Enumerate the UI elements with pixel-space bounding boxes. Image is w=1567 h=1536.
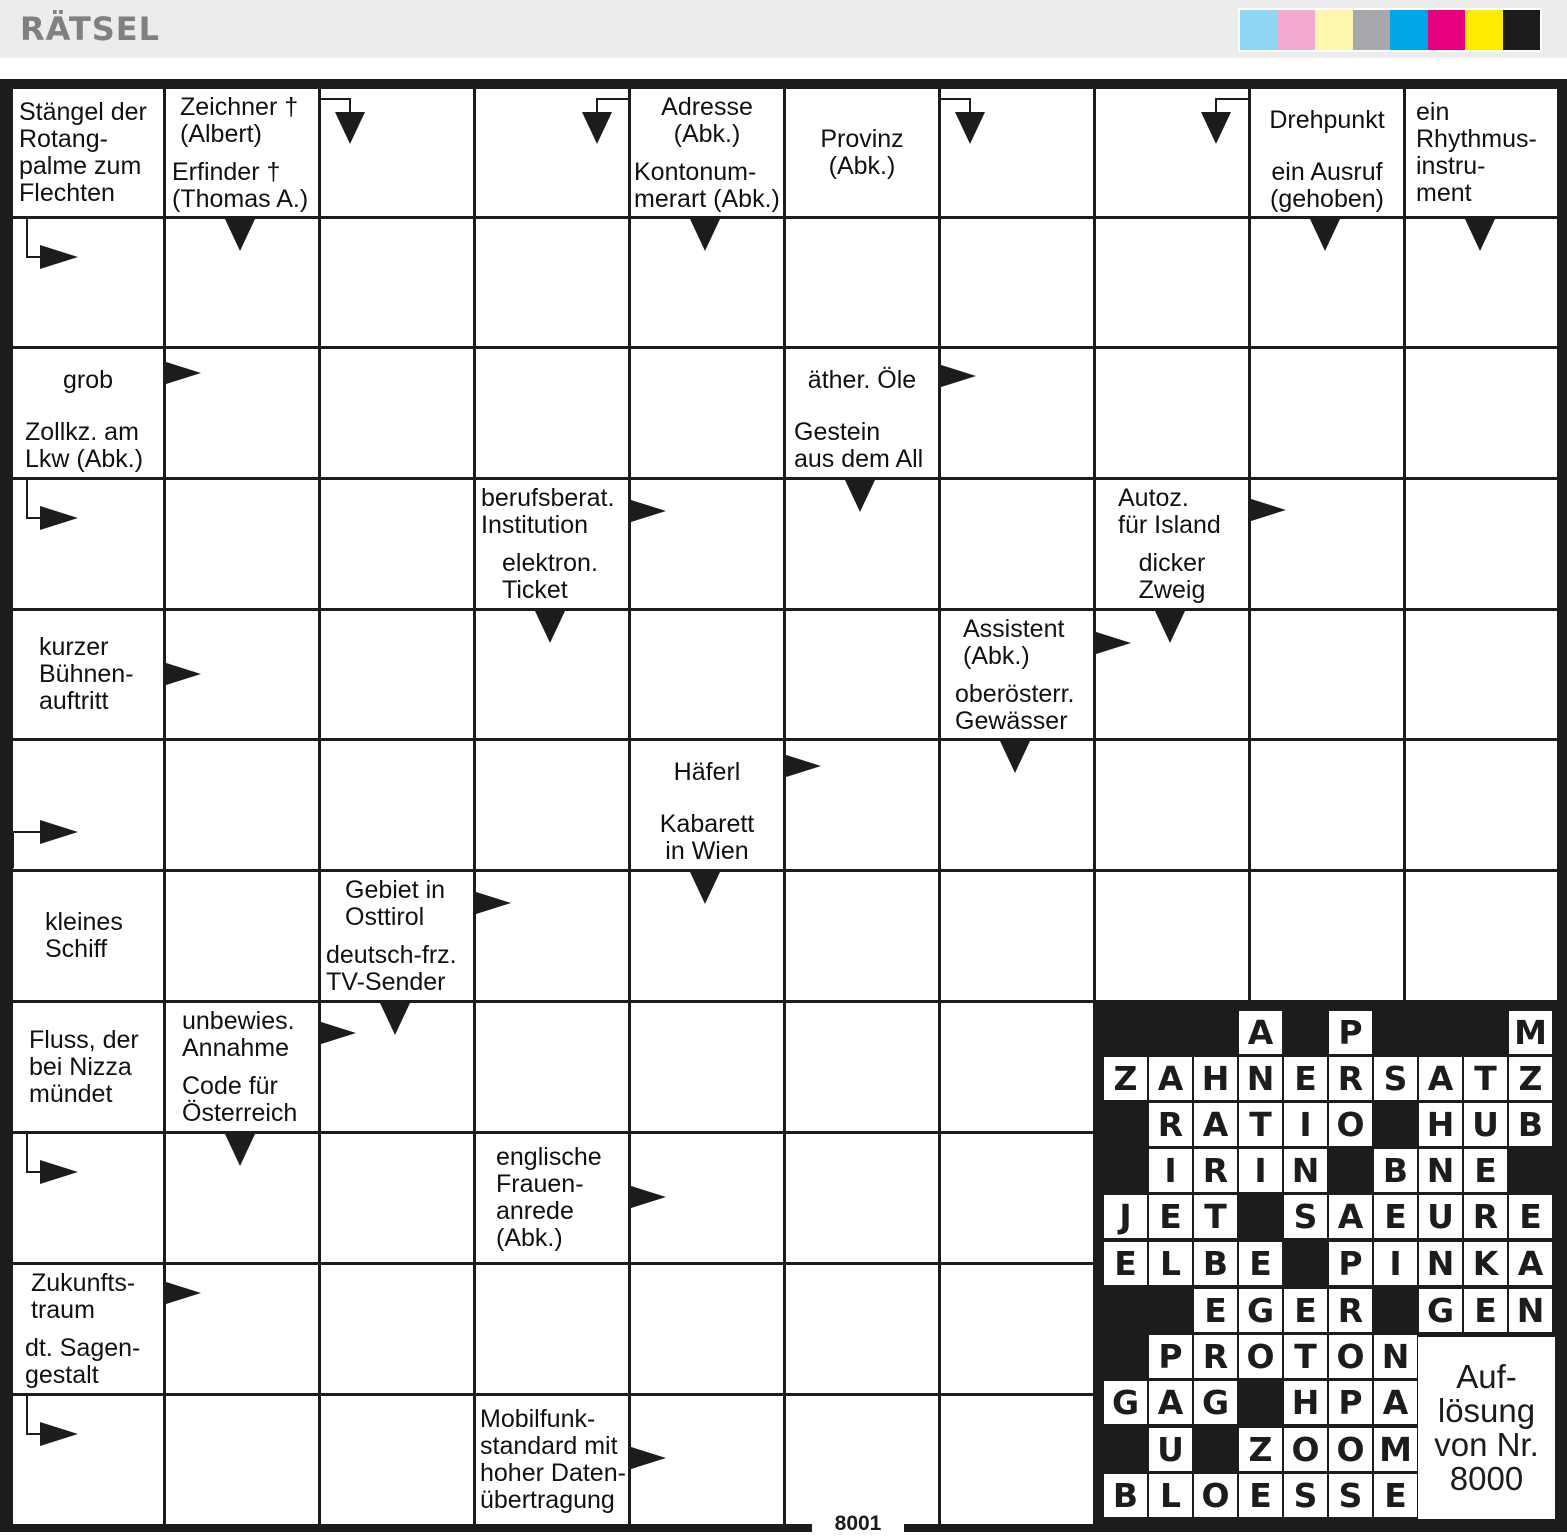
answer-cell[interactable] [476,1003,628,1131]
answer-cell[interactable] [166,611,318,738]
answer-cell[interactable] [1251,349,1403,477]
solution-letter: J [1104,1195,1147,1238]
solution-letter: I [1284,1103,1327,1146]
solution-letter: A [1149,1381,1192,1424]
clue-text: Autoz. für Island [1118,483,1221,539]
solution-letter: Z [1509,1057,1552,1100]
clue-text: kleines Schiff [45,908,123,963]
clue-box [166,1003,318,1066]
color-swatch [1278,10,1316,50]
solution-letter: S [1329,1474,1372,1517]
answer-cell[interactable] [321,1003,473,1131]
answer-cell[interactable] [1251,480,1403,608]
answer-cell[interactable] [166,1265,318,1393]
answer-cell[interactable] [631,1265,783,1393]
solution-letter: O [1329,1103,1372,1146]
color-swatch [1240,10,1278,50]
solution-letter: O [1329,1428,1372,1471]
solution-letter: I [1239,1149,1282,1192]
answer-cell[interactable] [941,1265,1093,1393]
answer-cell[interactable] [941,349,1093,477]
clue-box [1096,546,1248,608]
answer-cell[interactable] [1251,872,1403,1000]
clue-box [476,480,628,543]
clue-box [786,349,938,412]
solution-letter: M [1374,1428,1417,1471]
solution-letter: O [1194,1474,1237,1517]
clue-text: Fluss, der bei Nizza mündet [29,1025,139,1108]
clue-box [631,807,783,869]
clue-box [786,89,938,216]
answer-cell[interactable] [631,349,783,477]
solution-letter: E [1284,1057,1327,1100]
clue-text: Zeichner † (Albert) [180,92,299,148]
solution-letter: E [1239,1474,1282,1517]
solution-letter: A [1374,1381,1417,1424]
solution-letter: I [1149,1149,1192,1192]
answer-cell[interactable] [631,1396,783,1524]
clue-box [1251,155,1403,216]
solution-letter: P [1149,1335,1192,1378]
answer-cell[interactable] [476,741,628,869]
answer-cell[interactable] [321,219,473,346]
clue-text: Gestein aus dem All [794,418,924,473]
clue-text: kurzer Bühnen- auftritt [39,633,134,715]
solution-letter: U [1419,1195,1462,1238]
answer-cell[interactable] [631,611,783,738]
puzzle-number: 8001 [812,1512,904,1534]
solution-letter: A [1329,1195,1372,1238]
solution-label: Auf- lösung von Nr. 8000 [1418,1337,1555,1519]
solution-letter: B [1509,1103,1552,1146]
answer-cell[interactable] [1251,219,1403,346]
clue-text: deutsch-frz. TV-Sender [326,941,457,996]
solution-letter: U [1149,1428,1192,1471]
answer-cell[interactable] [941,89,1093,216]
answer-cell[interactable] [941,219,1093,346]
solution-letter: E [1464,1149,1507,1192]
clue-text: Code für Österreich [182,1072,298,1127]
solution-letter: E [1239,1242,1282,1285]
solution-letter: S [1374,1057,1417,1100]
answer-cell[interactable] [166,1134,318,1262]
solution-letter: G [1419,1289,1462,1332]
clue-box [941,611,1093,674]
clue-text: Gebiet in Osttirol [345,875,446,931]
answer-cell[interactable] [786,611,938,738]
clue-text: Stängel der Rotang- palme zum Flechten [19,97,147,207]
solution-letter: R [1149,1103,1192,1146]
solution-letter: B [1104,1474,1147,1517]
clue-box [13,611,163,738]
solution-letter: N [1284,1149,1327,1192]
clue-box [321,872,473,935]
answer-cell[interactable] [941,1396,1093,1524]
answer-cell[interactable] [631,1134,783,1262]
clue-box [166,1069,318,1131]
answer-cell[interactable] [321,1396,473,1524]
clue-box [1096,480,1248,543]
answer-cell[interactable] [321,480,473,608]
answer-cell[interactable] [13,219,163,346]
clue-box [476,1396,628,1524]
answer-cell[interactable] [321,1134,473,1262]
clue-box [13,1003,163,1131]
solution-letter: N [1239,1057,1282,1100]
answer-cell[interactable] [941,1003,1093,1131]
solution-letter: I [1374,1242,1417,1285]
solution-letter: N [1419,1149,1462,1192]
clue-text: dicker Zweig [1138,549,1206,604]
clue-box [476,546,628,608]
solution-letter: G [1239,1289,1282,1332]
color-swatch [1428,10,1466,50]
solution-letter: T [1284,1335,1327,1378]
solution-letter: A [1194,1103,1237,1146]
solution-letter: T [1194,1195,1237,1238]
solution-letter: N [1374,1335,1417,1378]
clue-box [941,677,1093,738]
answer-cell[interactable] [1096,741,1248,869]
solution-letter: N [1509,1289,1552,1332]
answer-cell[interactable] [1251,611,1403,738]
solution-letter: E [1509,1195,1552,1238]
clue-box [13,415,163,477]
answer-cell[interactable] [476,219,628,346]
solution-letter: T [1464,1057,1507,1100]
answer-cell[interactable] [1406,219,1557,346]
answer-cell[interactable] [1251,741,1403,869]
answer-cell[interactable] [786,480,938,608]
solution-letter: K [1464,1242,1507,1285]
answer-cell[interactable] [476,872,628,1000]
solution-letter: R [1329,1289,1372,1332]
solution-letter: O [1284,1428,1327,1471]
clue-text: berufsberat. Institution [481,483,615,539]
answer-cell[interactable] [1406,480,1557,608]
solution-letter: P [1329,1011,1372,1054]
clue-text: unbewies. Annahme [182,1006,295,1062]
answer-cell[interactable] [13,741,163,869]
clue-box [166,89,318,152]
solution-letter: B [1194,1242,1237,1285]
answer-cell[interactable] [941,1134,1093,1262]
clue-text: Zollkz. am Lkw (Abk.) [25,418,144,473]
solution-letter: B [1374,1149,1417,1192]
solution-letter: A [1239,1011,1282,1054]
clue-text: Erfinder † (Thomas A.) [172,157,309,213]
clue-text: Häferl [673,758,741,786]
clue-box [13,872,163,1000]
solution-letter: G [1194,1381,1237,1424]
solution-letter: R [1194,1149,1237,1192]
clue-text: Kontonum- merart (Abk.) [634,157,780,213]
solution-letter: E [1374,1474,1417,1517]
color-calibration-bar [1238,8,1542,52]
answer-cell[interactable] [631,219,783,346]
answer-cell[interactable] [1406,872,1557,1000]
answer-cell[interactable] [786,872,938,1000]
solution-letter: S [1284,1195,1327,1238]
solution-letter: A [1419,1057,1462,1100]
clue-box [1251,89,1403,152]
answer-cell[interactable] [476,1265,628,1393]
answer-cell[interactable] [166,349,318,477]
solution-letter: O [1239,1335,1282,1378]
solution-letter: E [1464,1289,1507,1332]
solution-letter: T [1239,1103,1282,1146]
solution-letter: A [1509,1242,1552,1285]
solution-letter: E [1374,1195,1417,1238]
answer-cell[interactable] [786,1265,938,1393]
clue-box [476,1134,628,1262]
answer-cell[interactable] [166,741,318,869]
clue-box [631,741,783,804]
solution-letter: S [1284,1474,1327,1517]
solution-letter: E [1104,1242,1147,1285]
answer-cell[interactable] [476,89,628,216]
clue-text: Provinz (Abk.) [820,124,904,180]
answer-cell[interactable] [166,872,318,1000]
clue-text: elektron. Ticket [502,549,598,604]
clue-text: ein Rhythmus- instru- ment [1416,97,1537,207]
solution-letter: R [1464,1195,1507,1238]
answer-cell[interactable] [631,480,783,608]
answer-cell[interactable] [1406,741,1557,869]
answer-cell[interactable] [1406,611,1557,738]
clue-text: Assistent (Abk.) [963,614,1065,670]
color-swatch [1503,10,1541,50]
solution-letter: N [1419,1242,1462,1285]
solution-letter: E [1149,1195,1192,1238]
color-swatch [1390,10,1428,50]
answer-cell[interactable] [321,611,473,738]
clue-text: Kabarett in Wien [659,810,755,865]
answer-cell[interactable] [786,1134,938,1262]
clue-box [13,1265,163,1328]
answer-cell[interactable] [13,1396,163,1524]
color-swatch [1353,10,1391,50]
answer-cell[interactable] [786,741,938,869]
solution-letter: U [1464,1103,1507,1146]
clue-text: ein Ausruf (gehoben) [1270,157,1384,213]
answer-cell[interactable] [1096,219,1248,346]
solution-letter: R [1329,1057,1372,1100]
solution-letter: P [1329,1381,1372,1424]
clue-text: englische Frauen- anrede (Abk.) [496,1143,602,1252]
answer-cell[interactable] [476,611,628,738]
clue-text: Mobilfunk- standard mit hoher Daten- übertragung [480,1405,626,1514]
answer-cell[interactable] [166,1396,318,1524]
answer-cell[interactable] [631,1003,783,1131]
clue-text: oberösterr. Gewässer [955,679,1075,735]
clue-box [631,155,783,216]
clue-box [321,938,473,1000]
answer-cell[interactable] [786,1003,938,1131]
clue-box [13,89,163,216]
solution-letter: H [1194,1057,1237,1100]
solution-letter: G [1104,1381,1147,1424]
answer-cell[interactable] [166,480,318,608]
solution-letter: O [1329,1335,1372,1378]
answer-cell[interactable] [1096,89,1248,216]
solution-letter: L [1149,1242,1192,1285]
answer-cell[interactable] [321,89,473,216]
solution-letter: H [1419,1103,1462,1146]
answer-cell[interactable] [941,741,1093,869]
clue-box [631,89,783,152]
answer-cell[interactable] [476,349,628,477]
clue-text: Zukunfts- traum [31,1268,136,1324]
clue-box [786,415,938,477]
clue-text: äther. Öle [807,366,917,394]
answer-cell[interactable] [13,480,163,608]
answer-cell[interactable] [786,1396,938,1524]
solution-letter: Z [1104,1057,1147,1100]
clue-box [13,349,163,412]
answer-cell[interactable] [1096,349,1248,477]
clue-text: dt. Sagen- gestalt [25,1334,141,1389]
page-header [0,0,1567,58]
color-swatch [1315,10,1353,50]
answer-cell[interactable] [941,480,1093,608]
answer-cell[interactable] [321,349,473,477]
answer-cell[interactable] [786,219,938,346]
solution-letter: P [1329,1242,1372,1285]
answer-cell[interactable] [941,872,1093,1000]
page-title: RÄTSEL [20,10,161,48]
clue-box [13,1331,163,1393]
clue-box [1406,89,1557,216]
answer-cell[interactable] [13,1134,163,1262]
solution-letter: R [1194,1335,1237,1378]
answer-cell[interactable] [631,872,783,1000]
solution-letter: A [1149,1057,1192,1100]
solution-letter: Z [1239,1428,1282,1471]
answer-cell[interactable] [321,1265,473,1393]
solution-letter: L [1149,1474,1192,1517]
clue-text: Drehpunkt [1269,106,1385,134]
clue-text: grob [62,366,114,394]
solution-letter: H [1284,1381,1327,1424]
clue-text: Adresse (Abk.) [661,92,753,148]
solution-letter: M [1509,1011,1552,1054]
answer-cell[interactable] [1096,611,1248,738]
solution-letter: E [1194,1289,1237,1332]
answer-cell[interactable] [321,741,473,869]
clue-box [166,155,318,216]
color-swatch [1465,10,1503,50]
solution-letter: E [1284,1289,1327,1332]
answer-cell[interactable] [1406,349,1557,477]
answer-cell[interactable] [166,219,318,346]
answer-cell[interactable] [1096,872,1248,1000]
